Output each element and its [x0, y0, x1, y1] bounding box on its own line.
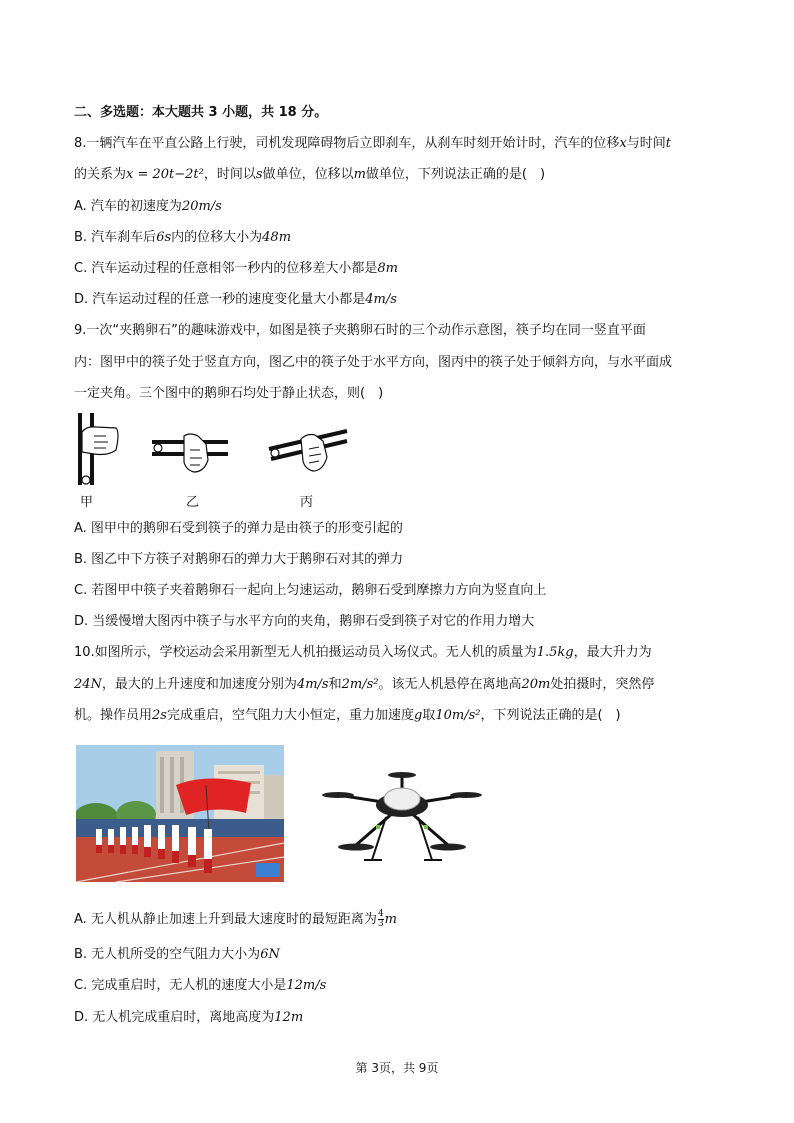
section-title: 二、多选题：本大题共 3 小题，共 18 分。 — [74, 105, 328, 120]
q9-stem-line-3: 一定夹角。三个图中的鹅卵石均处于静止状态，则( ) — [74, 386, 384, 401]
page-footer: 第 3页，共 9页 — [355, 1061, 439, 1075]
fig-label-bing: 丙 — [300, 495, 314, 510]
q9-stem-line-1: 9.一次“夹鹅卵石”的趣味游戏中，如图是筷子夹鹅卵石时的三个动作示意图，筷子均在同一竖直平面 — [74, 323, 646, 338]
fig-label-jia: 甲 — [80, 495, 94, 510]
chopsticks-figure-jia — [72, 410, 122, 490]
q8-option-a: A. 汽车的初速度为20m/s — [74, 199, 222, 214]
q9-option-b: B. 图乙中下方筷子对鹅卵石的弹力大于鹅卵石对其的弹力 — [74, 552, 404, 567]
q9-option-d: D. 当缓慢增大图丙中筷子与水平方向的夹角，鹅卵石受到筷子对它的作用力增大 — [74, 614, 535, 629]
q10-stem-line-1: 10.如图所示，学校运动会采用新型无人机拍摄运动员入场仪式。无人机的质量为1.5kg，最大升力为 — [74, 645, 652, 660]
q9-option-c: C. 若图甲中筷子夹着鹅卵石一起向上匀速运动，鹅卵石受到摩擦力方向为竖直向上 — [74, 583, 547, 598]
q9-option-a: A. 图甲中的鹅卵石受到筷子的弹力是由筷子的形变引起的 — [74, 521, 403, 536]
q10-option-b: B. 无人机所受的空气阻力大小为6N — [74, 947, 280, 962]
q8-option-c: C. 汽车运动过程的任意相邻一秒内的位移差大小都是8m — [74, 261, 398, 276]
q10-stem-line-3: 机。操作员用2s完成重启，空气阻力大小恒定，重力加速度g取10m/s²，下列说法正确的是( ) — [74, 708, 621, 723]
fig-label-yi: 乙 — [186, 495, 200, 510]
q10-option-d: D. 无人机完成重启时，离地高度为12m — [74, 1010, 304, 1025]
sports-parade-photo — [76, 745, 284, 882]
q9-stem-line-2: 内：图甲中的筷子处于竖直方向，图乙中的筷子处于水平方向，图丙中的筷子处于倾斜方向，与水平面成 — [74, 355, 673, 370]
q8-stem-line-2: 的关系为x = 20t−2t²，时间以s做单位，位移以m做单位，下列说法正确的是( ) — [74, 167, 546, 182]
chopsticks-figure-yi — [150, 432, 230, 477]
q8-stem-line-1: 8.一辆汽车在平直公路上行驶，司机发现障碍物后立即刹车，从刹车时刻开始计时，汽车的位移x与时间t — [74, 136, 671, 151]
q10-stem-line-2: 24N，最大的上升速度和加速度分别为4m/s和2m/s²。该无人机悬停在离地高20m处拍摄时，突然停 — [74, 677, 655, 692]
chopsticks-figure-bing — [265, 425, 350, 475]
q10-option-c: C. 完成重启时，无人机的速度大小是12m/s — [74, 978, 327, 993]
drone-image — [316, 765, 488, 870]
q10-option-a: A. 无人机从静止加速上升到最大速度时的最短距离为 $\frac{4}{3}$ m — [74, 909, 397, 929]
q8-option-d: D. 汽车运动过程的任意一秒的速度变化量大小都是4m/s — [74, 292, 397, 307]
q8-option-b: B. 汽车刹车后6s内的位移大小为48m — [74, 230, 292, 245]
